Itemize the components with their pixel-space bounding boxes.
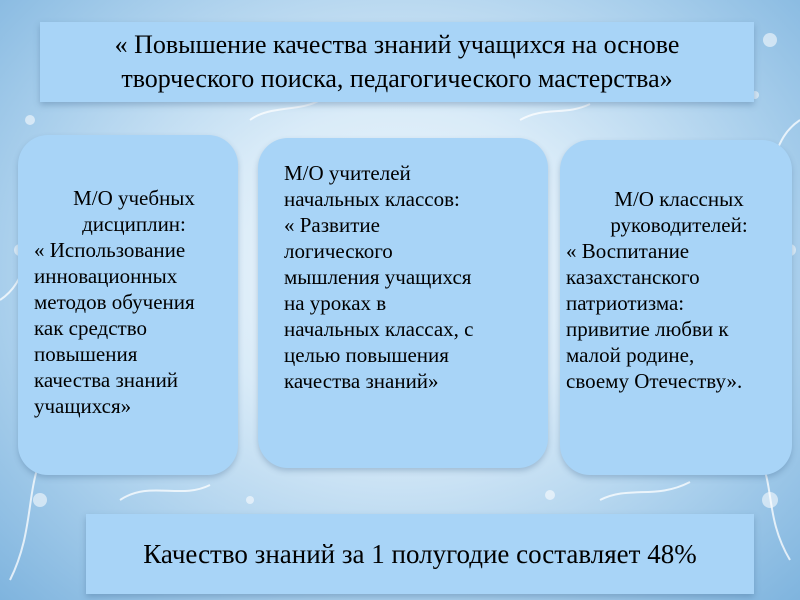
card-class-teachers xyxy=(560,140,792,475)
card-subject-methodology xyxy=(18,135,238,475)
card-heading: М/О классных руководителей: xyxy=(610,187,748,237)
card-body: « Использование инновационных методов обучения как средство повышения качества знаний учащихся» xyxy=(34,238,195,418)
slide-title: « Повышение качества знаний учащихся на основе творческого поиска, педагогического мастерства» xyxy=(40,22,754,102)
knowledge-quality-summary: Качество знаний за 1 полугодие составляет 48% xyxy=(86,514,754,594)
card-primary-teachers xyxy=(258,138,548,468)
card-heading: М/О учителей начальных классов: xyxy=(284,161,460,211)
card-body: « Воспитание казахстанского патриотизма: привитие любви к малой родине, своему Отечеству». xyxy=(566,239,743,393)
card-body: « Развитие логического мышления учащихся на уроках в начальных классах, с целью повышения качества знаний» xyxy=(284,213,474,393)
card-heading: М/О учебных дисциплин: xyxy=(73,186,195,236)
